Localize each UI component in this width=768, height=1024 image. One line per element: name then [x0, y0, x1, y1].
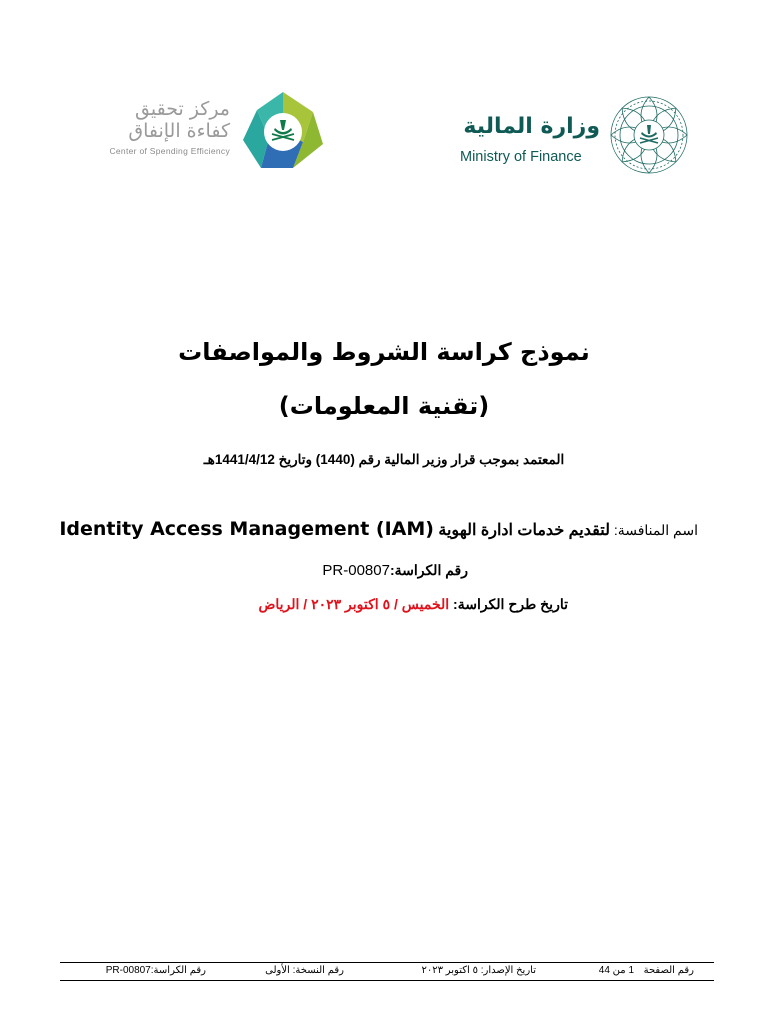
- competition-value-english: Identity Access Management (IAM): [59, 518, 434, 540]
- document-subtitle: (تقنية المعلومات): [278, 392, 490, 420]
- booklet-number-label: رقم الكراسة:: [389, 562, 468, 578]
- cse-arabic-line2: كفاءة الإنفاق: [128, 120, 230, 142]
- footer-page-number: 1 من 44: [598, 965, 634, 976]
- page-footer: [60, 962, 714, 981]
- footer-booklet-number: رقم الكراسة:PR-00807: [105, 965, 206, 976]
- competition-value-arabic: لتقديم خدمات ادارة الهوية: [433, 522, 610, 539]
- approval-statement: المعتمد بموجب قرار وزير المالية رقم (1440) وتاريخ 1441/4/12هـ: [203, 452, 565, 467]
- document-title: نموذج كراسة الشروط والمواصفات: [178, 338, 590, 366]
- footer-version: رقم النسخة: الأولى: [265, 965, 344, 976]
- booklet-number-value: PR-00807: [322, 562, 390, 579]
- competition-name-line: [59, 518, 698, 540]
- cse-arabic-line1: مركز تحقيق: [135, 98, 230, 120]
- offering-date-label: تاريخ طرح الكراسة:: [449, 596, 568, 612]
- cse-english-name: Center of Spending Efficiency: [109, 146, 230, 156]
- mof-emblem-icon: [608, 94, 690, 176]
- mof-logo: [458, 92, 698, 182]
- mof-arabic-name: وزارة المالية: [463, 114, 600, 139]
- cse-logo-text: [100, 98, 230, 156]
- footer-page-label: رقم الصفحة: [643, 965, 694, 976]
- offering-date-value: الخميس / ٥ اكتوبر ٢٠٢٣ / الرياض: [258, 596, 450, 612]
- footer-issue-date: تاريخ الإصدار: ٥ اكتوبر ٢٠٢٣: [421, 965, 536, 976]
- mof-english-name: Ministry of Finance: [460, 149, 582, 165]
- cse-logo: [100, 88, 340, 178]
- booklet-number-line: [322, 562, 468, 579]
- competition-label: اسم المنافسة:: [609, 522, 698, 538]
- cse-emblem-icon: [238, 88, 328, 174]
- offering-date-line: [258, 596, 568, 613]
